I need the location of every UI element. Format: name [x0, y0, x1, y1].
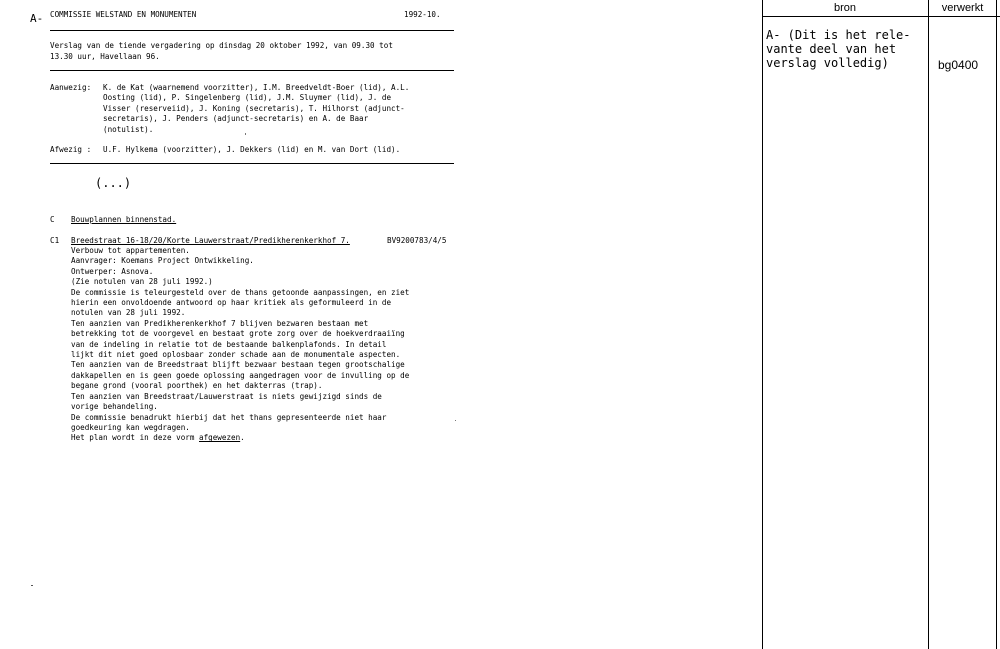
body-line: Ten aanzien van de Breedstraat blijft bezwaar bestaan tegen grootschalige	[71, 360, 405, 370]
intro-rule	[50, 70, 454, 71]
body-line: goedkeuring kan wegdragen.	[71, 422, 190, 432]
document-header-title: COMMISSIE WELSTAND EN MONUMENTEN	[50, 10, 197, 19]
body-line: De commissie is teleurgesteld over de thans getoonde aanpassingen, en ziet	[71, 287, 410, 297]
body-line: notulen van 28 juli 1992.	[71, 308, 186, 318]
intro-line-1: Verslag van de tiende vergadering op dinsdag 20 oktober 1992, van 09.30 tot	[50, 41, 393, 50]
section-title: Bouwplannen binnenstad.	[71, 215, 177, 224]
body-line: De commissie benadrukt hierbij dat het thans gepresenteerde niet haar	[71, 412, 387, 422]
item-body	[71, 246, 409, 444]
body-line: lijkt dit niet goed oplosbaar zonder schade aan de monumentale aspecten.	[71, 350, 401, 360]
bron-note-line: verslag volledig)	[766, 56, 889, 70]
header-rule	[50, 30, 454, 31]
body-line: Aanvrager: Koemans Project Ontwikkeling.	[71, 256, 254, 266]
aanwezig-line: Oosting (lid), P. Singelenberg (lid), J.M. Sluymer (lid), J. de	[103, 93, 392, 103]
aanwezig-line: (notulist).	[103, 124, 154, 134]
bron-note	[766, 28, 911, 70]
scan-speck	[455, 420, 456, 421]
aanwezig-line: Visser (reserveiid), J. Koning (secretaris), T. Hilhorst (adjunct-	[103, 103, 405, 113]
body-line: vorige behandeling.	[71, 402, 158, 412]
conclusion-verdict: afgewezen	[199, 433, 241, 443]
body-line: dakkapellen en is geen goede oplossing aangedragen voor de invulling op de	[71, 370, 410, 380]
aanwezig-label: Aanwezig:	[50, 83, 92, 92]
afwezig-rule	[50, 163, 454, 164]
item-code: C1	[50, 236, 60, 245]
table-column-divider	[928, 0, 929, 649]
ellipsis-mark: (...)	[95, 176, 132, 190]
column-header-verwerkt: verwerkt	[941, 2, 984, 14]
body-line: Ten aanzien van Predikherenkerkhof 7 blijven bezwaren bestaan met	[71, 318, 369, 328]
verwerkt-code: bg0400	[938, 58, 979, 72]
document-marker: A-	[30, 12, 44, 25]
body-line: (Zie notulen van 28 juli 1992.)	[71, 277, 213, 287]
bron-note-line: vante deel van het	[766, 42, 897, 56]
afwezig-text: U.F. Hylkema (voorzitter), J. Dekkers (lid) en M. van Dort (lid).	[103, 145, 401, 154]
aanwezig-line: secretaris), J. Penders (adjunct-secretaris) en A. de Baar	[103, 114, 369, 124]
conclusion-prefix: Het plan wordt in deze vorm	[71, 433, 200, 443]
aanwezig-line: K. de Kat (waarnemend voorzitter), I.M. Breedveldt-Boer (lid), A.L.	[103, 83, 410, 92]
table-border-left	[762, 0, 763, 649]
body-line: Verbouw tot appartementen.	[71, 246, 190, 255]
aanwezig-list	[103, 83, 409, 135]
body-line: van de indeling in relatie tot de bestaande balkenplafonds. In detail	[71, 339, 387, 349]
body-line: begane grond (vooral poorthek) en het dakterras (trap).	[71, 381, 323, 391]
column-header-bron: bron	[833, 2, 857, 14]
intro-line-2: 13.30 uur, Havellaan 96.	[50, 52, 160, 61]
item-reference: BV9200783/4/5	[387, 236, 447, 245]
table-header-rule	[762, 16, 1000, 17]
conclusion-suffix: .	[240, 433, 245, 443]
body-line: Ontwerper: Asnova.	[71, 266, 154, 276]
body-line: hierin een onvoldoende antwoord op haar kritiek als geformuleerd in de	[71, 298, 392, 308]
body-conclusion	[71, 433, 409, 443]
section-code: C	[50, 215, 55, 224]
afwezig-label: Afwezig :	[50, 145, 92, 154]
body-line: betrekking tot de voorgevel en bestaat grote zorg over de hoekverdraaiïng	[71, 329, 405, 339]
document-header-date: 1992-10.	[404, 10, 441, 19]
item-title: Breedstraat 16-18/20/Korte Lauwerstraat/Predikherenkerkhof 7.	[71, 236, 350, 245]
table-border-right	[996, 0, 997, 649]
body-line: Ten aanzien van Breedstraat/Lauwerstraat is niets gewijzigd sinds de	[71, 391, 382, 401]
bron-note-line: A- (Dit is het rele-	[766, 28, 911, 42]
scan-speck	[245, 133, 246, 135]
scan-speck	[31, 585, 33, 586]
